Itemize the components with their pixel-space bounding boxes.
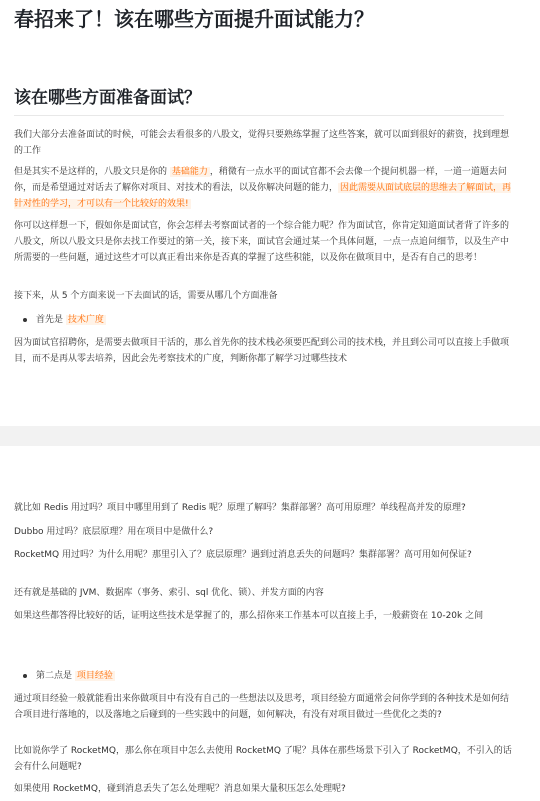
section-heading: 该在哪些方面准备面试？ <box>14 88 201 108</box>
paragraph-interviewer-view <box>14 218 512 266</box>
paragraph-project-experience <box>14 691 512 723</box>
paragraph-text: 接下来，从 5 个方面来说一下去面试的话，需要从哪几个方面准备 <box>14 291 278 301</box>
bullet-label: 首先是 <box>36 315 64 325</box>
paragraph-redis <box>14 500 512 516</box>
paragraph-text: 如果这些都答得比较好的话，证明这些技术是掌握了的，那么招你来工作基本可以直接上手，一般薪资在 10-20k 之间 <box>14 611 484 621</box>
heading-divider <box>14 115 504 116</box>
paragraph-jvm-db <box>14 585 512 601</box>
highlight-conclusion: 因此需要从面试底层的思维去了解面试，再针对性的学习，才可以有一个比较好的效果! <box>14 183 512 209</box>
highlight-project-experience: 项目经验 <box>76 671 113 681</box>
paragraph-text: 我们大部分去准备面试的时候，可能会去看很多的八股文，觉得只要熟练掌握了这些答案，就可以面到很好的薪资，找到理想的工作 <box>14 130 510 156</box>
highlight-basic-ability: 基础能力 <box>171 167 208 177</box>
article-title: 春招来了！该在哪些方面提升面试能力？ <box>14 7 374 31</box>
text-segment: ，稍微有一点水平的面试官都不会去像一个提问机器一样，一道一道题去问你，而是希望通过对话去了解你对项目、对技术的看法，以及你解决问题的能力， <box>14 167 507 193</box>
paragraph-text: 通过项目经验一般就能看出来你做项目中有没有自己的一些想法以及思考，项目经验方面通常会问你学到的各种技术是如何结合项目进行落地的，以及落地之后碰到的一些实践中的问题，如何解决，有没有对项目做过一些优化之类的? <box>14 694 510 720</box>
bullet-project-experience <box>14 668 512 684</box>
paragraph-rocketmq-usage <box>14 743 512 775</box>
page-break <box>0 426 540 446</box>
paragraph-text: 因为面试官招聘你，是需要去做项目干活的，那么首先你的技术栈必须要匹配到公司的技术栈，并且到公司可以直接上手做项目，而不是再从零去培养，因此会先考察技术的广度，判断你都了解学习过哪些技术 <box>14 338 510 364</box>
paragraph-text: 还有就是基础的 JVM、数据库（事务、索引、sql 优化、锁）、并发方面的内容 <box>14 588 324 598</box>
paragraph-text <box>14 164 512 212</box>
paragraph-tech-breadth <box>14 335 512 367</box>
paragraph-rocketmq-issues <box>14 781 512 797</box>
paragraph-five-aspects <box>14 288 512 304</box>
paragraph-dubbo <box>14 524 512 540</box>
list-item <box>14 668 512 684</box>
list-item <box>14 312 512 328</box>
paragraph-text: 如果使用 RocketMQ，碰到消息丢失了怎么处理呢？消息如果大量积压怎么处理呢? <box>14 784 346 794</box>
paragraph-text: RocketMQ 用过吗？为什么用呢？那里引入了？底层原理？遇到过消息丢失的问题吗？集群部署？高可用如何保证? <box>14 550 472 560</box>
bullet-tech-breadth <box>14 312 512 328</box>
paragraph-salary <box>14 608 512 624</box>
paragraph-text: 就比如 Redis 用过吗？项目中哪里用到了 Redis 呢？原理了解吗？集群部署？高可用原理？单线程高并发的原理? <box>14 503 466 513</box>
text-segment: 但是其实不是这样的，八股文只是你的 <box>14 167 168 177</box>
paragraph-intro <box>14 127 512 159</box>
paragraph-text: Dubbo 用过吗？底层原理？用在项目中是做什么? <box>14 527 214 537</box>
paragraph-text: 你可以这样想一下，假如你是面试官，你会怎样去考察面试者的一个综合能力呢？作为面试官，你肯定知道面试者背了许多的八股文，所以八股文只是你去找工作要过的第一关，接下来，面试官会通过某一个具体问题，一点一点追问细节，以及生产中所需要的一些问题，通过这些才可以真正看出来你是否真的掌握了这些积能，以及你在做项目中，是否有自己的思考！ <box>14 221 510 263</box>
paragraph-rocketmq <box>14 547 512 563</box>
highlight-tech-breadth: 技术广度 <box>67 315 104 325</box>
bullet-label: 第二点是 <box>36 671 73 681</box>
paragraph-text: 比如说你学了 RocketMQ，那么你在项目中怎么去使用 RocketMQ 了呢？具体在那些场景下引入了 RocketMQ，不引入的话会有什么问题呢? <box>14 746 512 772</box>
paragraph-basics <box>14 164 512 212</box>
